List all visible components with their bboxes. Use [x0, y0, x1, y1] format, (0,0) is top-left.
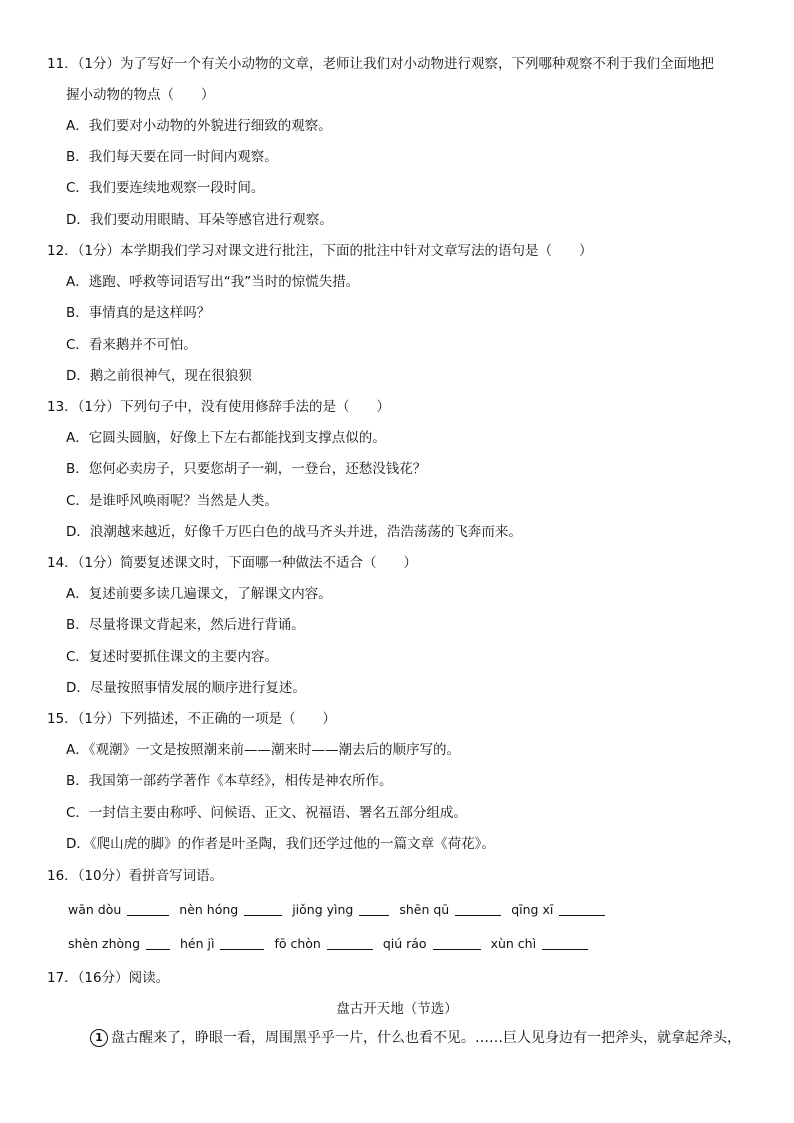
answer-blank[interactable]	[455, 901, 501, 916]
question-15-option-b: B．我国第一部药学著作《本草经》，相传是神农所作。	[66, 773, 393, 789]
passage-paragraph-1	[90, 1027, 741, 1049]
question-13-option-c: C．是谁呼风唤雨呢？当然是人类。	[66, 493, 278, 509]
question-16-stem: 16．（10分）看拼音写词语。	[47, 868, 224, 884]
pinyin-item: nèn hóng	[179, 902, 239, 917]
pinyin-row-2	[68, 934, 594, 954]
question-13-option-d: D．浪潮越来越近，好像千万匹白色的战马齐头并进，浩浩荡荡的飞奔而来。	[66, 524, 522, 540]
question-14-option-c: C．复述时要抓住课文的主要内容。	[66, 649, 278, 665]
pinyin-row-1	[68, 900, 611, 920]
pinyin-item: shēn qū	[399, 902, 450, 917]
question-11-option-b: B．我们每天要在同一时间内观察。	[66, 149, 278, 165]
question-12-option-b: B．事情真的是这样吗？	[66, 305, 211, 321]
question-15-option-d: D．《爬山虎的脚》的作者是叶圣陶，我们还学过他的一篇文章《荷花》。	[66, 836, 495, 852]
pinyin-item: qiú ráo	[382, 936, 427, 951]
question-11-option-a: A．我们要对小动物的外貌进行细致的观察。	[66, 118, 332, 134]
pinyin-item: shèn zhòng	[68, 936, 141, 951]
pinyin-item: hén jì	[180, 936, 215, 951]
question-14-option-a: A．复述前要多读几遍课文，了解课文内容。	[66, 586, 332, 602]
pinyin-item: qīng xī	[511, 902, 554, 917]
answer-blank[interactable]	[433, 935, 481, 950]
question-13-stem: 13．（1分）下列句子中，没有使用修辞手法的是（ ）	[47, 399, 391, 415]
question-12-stem: 12．（1分）本学期我们学习对课文进行批注，下面的批注中针对文章写法的语句是（ ）	[47, 243, 593, 259]
question-12-option-d: D．鹅之前很神气，现在很狼狈	[66, 368, 252, 384]
answer-blank[interactable]	[127, 901, 169, 916]
question-17-stem: 17．（16分）阅读。	[47, 970, 170, 986]
question-13-option-a: A．它圆头圆脑，好像上下左右都能找到支撑点似的。	[66, 430, 386, 446]
question-11-stem: 11．（1分）为了写好一个有关小动物的文章，老师让我们对小动物进行观察，下列哪种观察不利于我们全面地把	[47, 56, 715, 72]
pinyin-item: fō chòn	[274, 936, 321, 951]
question-11-option-d: D．我们要动用眼睛、耳朵等感官进行观察。	[66, 212, 333, 228]
answer-blank[interactable]	[146, 935, 170, 950]
answer-blank[interactable]	[220, 935, 264, 950]
question-14-stem: 14．（1分）简要复述课文时，下面哪一种做法不适合（ ）	[47, 555, 418, 571]
question-15-option-c: C．一封信主要由称呼、问候语、正文、祝福语、署名五部分组成。	[66, 805, 467, 821]
answer-blank[interactable]	[359, 901, 389, 916]
passage-title: 盘古开天地（节选）	[336, 1001, 458, 1017]
pinyin-item: wān dòu	[68, 902, 122, 917]
paragraph-number: 1	[90, 1029, 108, 1047]
question-12-option-c: C．看来鹅并不可怕。	[66, 337, 197, 353]
question-15-option-a: A．《观潮》一文是按照潮来前——潮来时——潮去后的顺序写的。	[66, 742, 460, 758]
pinyin-item: xùn chì	[490, 936, 537, 951]
question-11-option-c: C．我们要连续地观察一段时间。	[66, 180, 265, 196]
question-11-stem-continued: 握小动物的物点（ ）	[66, 87, 215, 103]
question-14-option-d: D．尽量按照事情发展的顺序进行复述。	[66, 680, 306, 696]
answer-blank[interactable]	[559, 901, 605, 916]
paragraph-text: 盘古醒来了，睁眼一看，周围黑乎乎一片，什么也看不见。……巨人见身边有一把斧头，就拿起斧头，	[111, 1030, 741, 1046]
question-15-stem: 15．（1分）下列描述，不正确的一项是（ ）	[47, 711, 337, 727]
question-13-option-b: B．您何必卖房子，只要您胡子一剃，一登台，还愁没钱花？	[66, 461, 427, 477]
question-12-option-a: A．逃跑、呼救等词语写出“我”当时的惊慌失措。	[66, 274, 360, 290]
answer-blank[interactable]	[244, 901, 282, 916]
answer-blank[interactable]	[542, 935, 588, 950]
answer-blank[interactable]	[327, 935, 373, 950]
question-14-option-b: B．尽量将课文背起来，然后进行背诵。	[66, 617, 305, 633]
pinyin-item: jiǒng yìng	[292, 902, 354, 917]
